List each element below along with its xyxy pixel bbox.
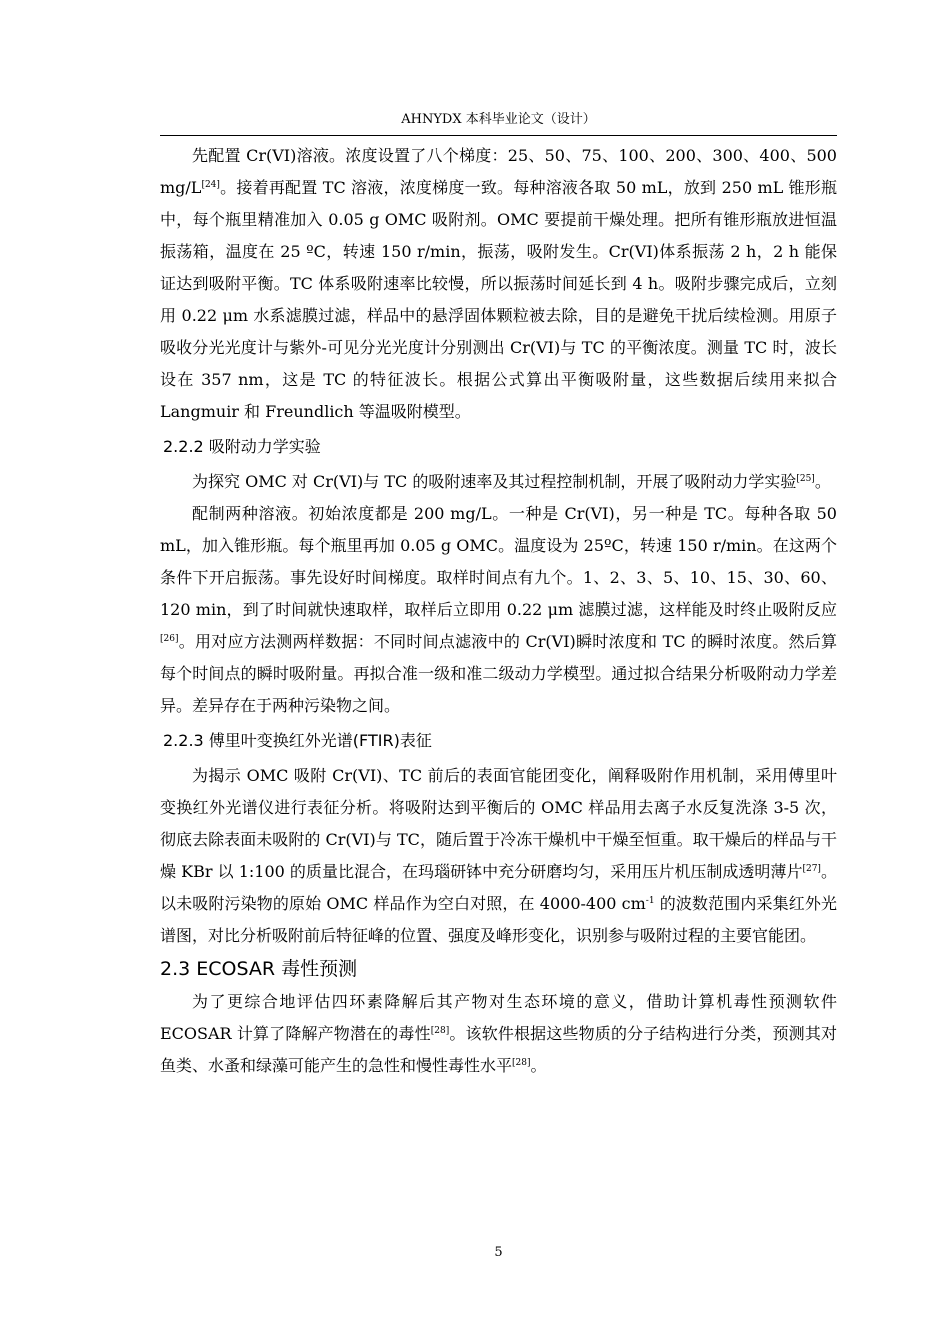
text-run: 。以未吸附污染物的原始 OMC 样品作为空白对照，在 4000-400 cm — [160, 862, 837, 913]
text-run: 。 — [530, 1056, 547, 1075]
citation[interactable]: [24] — [201, 180, 220, 190]
citation[interactable]: [25] — [796, 474, 815, 484]
header-rule — [160, 135, 837, 136]
paragraph-kinetics-intro — [160, 466, 837, 498]
text-run: 先配置 Cr(VI)溶液。浓度设置了八个梯度：25、50、75、100、200、300、400、500 mg/L — [160, 146, 837, 197]
text-run: 为了更综合地评估四环素降解后其产物对生态环境的意义，借助计算机毒性预测软件 ECOSAR 计算了降解产物潜在的毒性 — [160, 992, 837, 1043]
section-heading-2-2-3: 2.2.3 傅里叶变换红外光谱(FTIR)表征 — [163, 731, 432, 750]
text-run: 。 — [814, 472, 831, 491]
citation[interactable]: [27] — [802, 864, 821, 874]
citation[interactable]: [28] — [512, 1058, 531, 1068]
paragraph-ftir-procedure — [160, 760, 837, 952]
paragraph-kinetics-procedure — [160, 498, 837, 722]
section-heading-2-2-2: 2.2.2 吸附动力学实验 — [163, 437, 321, 456]
paragraph-isotherm-procedure — [160, 140, 837, 428]
text-run: 配制两种溶液。初始浓度都是 200 mg/L。一种是 Cr(VI)，另一种是 TC。每种各取 50 mL，加入锥形瓶。每个瓶里再加 0.05 g OMC。温度设为 25ºC，转速 150 r/min。在这两个条件下开启振荡。事先设好时间梯度。取样时间点有九个。1、2、3、5、10、15、30、60、120 min，到了时间就快速取样，取样后立即用 0.22 μm 滤膜过滤，这样能及时终止吸附反应 — [160, 504, 837, 619]
section-heading-2-3: 2.3 ECOSAR 毒性预测 — [160, 958, 358, 980]
text-run: 。接着再配置 TC 溶液，浓度梯度一致。每种溶液各取 50 mL，放到 250 mL 锥形瓶中，每个瓶里精准加入 0.05 g OMC 吸附剂。OMC 要提前干燥处理。把所有锥形瓶放进恒温振荡箱，温度在 25 ºC，转速 150 r/min，振荡，吸附发生。Cr(VI)体系振荡 2 h，2 h 能保证达到吸附平衡。TC 体系吸附速率比较慢，所以振荡时间延长到 4 h。吸附步骤完成后，立刻用 0.22 μm 水系滤膜过滤，样品中的悬浮固体颗粒被去除，目的是避免干扰后续检测。用原子吸收分光光度计与紫外-可见分光光度计分别测出 Cr(VI)与 TC 的平衡浓度。测量 TC 时，波长设在 357 nm，这是 TC 的特征波长。根据公式算出平衡吸附量，这些数据后续用来拟合 Langmuir 和 Freundlich 等温吸附模型。 — [160, 178, 837, 421]
page-number: 5 — [494, 1245, 503, 1260]
unit-exponent: -1 — [645, 896, 655, 906]
paragraph-ecosar — [160, 986, 837, 1082]
running-header: AHNYDX 本科毕业论文（设计） — [401, 112, 596, 127]
text-run: 。该软件根据这些物质的分子结构进行分类，预测其对鱼类、水蚤和绿藻可能产生的急性和慢性毒性水平 — [160, 1024, 837, 1075]
citation[interactable]: [28] — [430, 1026, 450, 1036]
text-run: 的波数范围内采集红外光谱图，对比分析吸附前后特征峰的位置、强度及峰形变化，识别参与吸附过程的主要官能团。 — [160, 894, 837, 945]
text-run: 为探究 OMC 对 Cr(VI)与 TC 的吸附速率及其过程控制机制，开展了吸附动力学实验 — [192, 472, 797, 491]
text-run: 为揭示 OMC 吸附 Cr(VI)、TC 前后的表面官能团变化，阐释吸附作用机制，采用傅里叶变换红外光谱仪进行表征分析。将吸附达到平衡后的 OMC 样品用去离子水反复洗涤 3-5 次，彻底去除表面未吸附的 Cr(VI)与 TC，随后置于冷冻干燥机中干燥至恒重。取干燥后的样品与干燥 KBr 以 1:100 的质量比混合，在玛瑙研钵中充分研磨均匀，采用压片机压制成透明薄片 — [160, 766, 837, 881]
body-text — [160, 140, 837, 1082]
text-run: 。用对应方法测两样数据：不同时间点滤液中的 Cr(VI)瞬时浓度和 TC 的瞬时浓度。然后算每个时间点的瞬时吸附量。再拟合准一级和准二级动力学模型。通过拟合结果分析吸附动力学差异。差异存在于两种污染物之间。 — [160, 632, 837, 715]
citation[interactable]: [26] — [160, 634, 179, 644]
